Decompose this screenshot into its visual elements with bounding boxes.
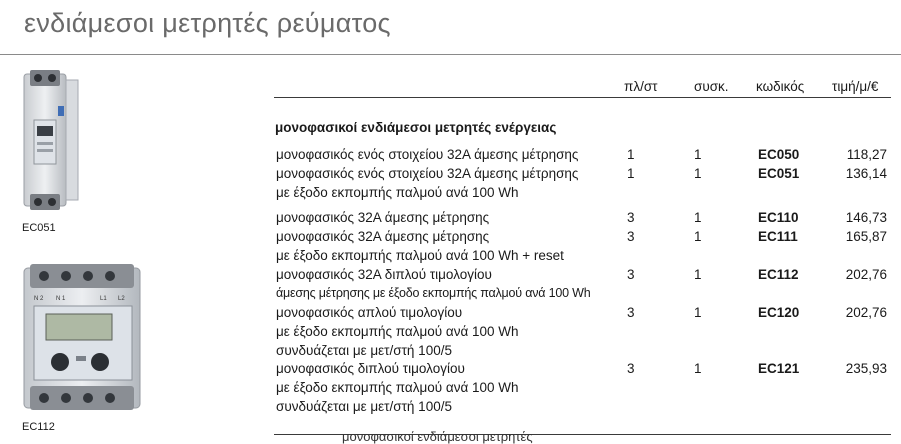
product-photo-ec051 [20, 66, 82, 214]
row-description-line: με έξοδο εκπομπής παλμού ανά 100 Wh [276, 380, 519, 395]
title-divider [0, 54, 901, 55]
row-price: 202,76 [845, 305, 887, 320]
row-description-line: με έξοδο εκπομπής παλμού ανά 100 Wh [276, 185, 519, 200]
row-description-line: άμεσης μέτρησης με έξοδο εκπομπής παλμού ανά 100 Wh [276, 286, 591, 300]
row-qty: 1 [694, 229, 702, 244]
row-pack: 3 [627, 305, 635, 320]
device-label-n2: N 2 [34, 296, 44, 302]
page-title: ενδιάμεσοι μετρητές ρεύματος [24, 8, 391, 38]
row-code: EC121 [758, 361, 800, 376]
row-price: 118,27 [846, 147, 887, 162]
row-description-line: με έξοδο εκπομπής παλμού ανά 100 Wh [276, 324, 519, 339]
row-pack: 3 [627, 267, 635, 282]
row-description-line: μονοφασικός 32A άμεσης μέτρησης [276, 229, 490, 244]
row-pack: 3 [627, 229, 635, 244]
row-qty: 1 [694, 147, 702, 162]
section-heading: μονοφασικοί ενδιάμεσοι μετρητές ενέργειας [275, 120, 557, 135]
row-price: 136,14 [845, 166, 887, 181]
row-description-line: συνδυάζεται με μετ/στή 100/5 [276, 399, 452, 414]
device-label-n1: N 1 [56, 296, 66, 302]
row-code: EC110 [758, 210, 799, 225]
header-code: κωδικός [756, 79, 805, 94]
row-description-line: με έξοδο εκπομπής παλμού ανά 100 Wh + reset [276, 248, 564, 263]
row-code: EC050 [758, 147, 800, 162]
row-qty: 1 [694, 210, 702, 225]
row-description-line: μονοφασικός απλού τιμολογίου [276, 305, 463, 320]
product-photo-ec112 [20, 262, 150, 414]
row-price: 165,87 [845, 229, 887, 244]
row-description-line: μονοφασικός 32A διπλού τιμολογίου [276, 267, 492, 282]
header-qty: συσκ. [694, 79, 729, 94]
row-pack: 1 [627, 166, 635, 181]
product-caption-ec112: EC112 [22, 421, 55, 433]
row-pack: 1 [627, 147, 635, 162]
row-pack: 3 [627, 210, 635, 225]
device-label-l1: L1 [100, 296, 107, 302]
row-description-line: μονοφασικός διπλού τιμολογίου [276, 361, 465, 376]
row-code: EC111 [758, 229, 798, 244]
device-label-l2: L2 [118, 296, 125, 302]
row-code: EC112 [758, 267, 799, 282]
row-pack: 3 [627, 361, 635, 376]
product-caption-ec051: EC051 [22, 222, 56, 234]
header-divider [274, 97, 891, 98]
row-qty: 1 [694, 361, 702, 376]
row-code: EC120 [758, 305, 800, 320]
row-description-line: συνδυάζεται με μετ/στή 100/5 [276, 343, 452, 358]
row-qty: 1 [694, 267, 702, 282]
row-description-line: μονοφασικός ενός στοιχείου 32A άμεσης μέτρησης [276, 166, 579, 181]
row-qty: 1 [694, 305, 702, 320]
row-price: 202,76 [845, 267, 887, 282]
header-price: τιμή/μ/€ [832, 79, 879, 94]
next-section-heading-cut: μονοφασικοί ενδιάμεσοι μετρητές [342, 429, 533, 444]
row-qty: 1 [694, 166, 702, 181]
row-description-line: μονοφασικός 32A άμεσης μέτρησης [276, 210, 490, 225]
header-pack: πλ/στ [624, 79, 658, 94]
row-description-line: μονοφασικός ενός στοιχείου 32A άμεσης μέτρησης [276, 147, 579, 162]
row-price: 146,73 [845, 210, 887, 225]
row-price: 235,93 [845, 361, 887, 376]
row-code: EC051 [758, 166, 800, 181]
